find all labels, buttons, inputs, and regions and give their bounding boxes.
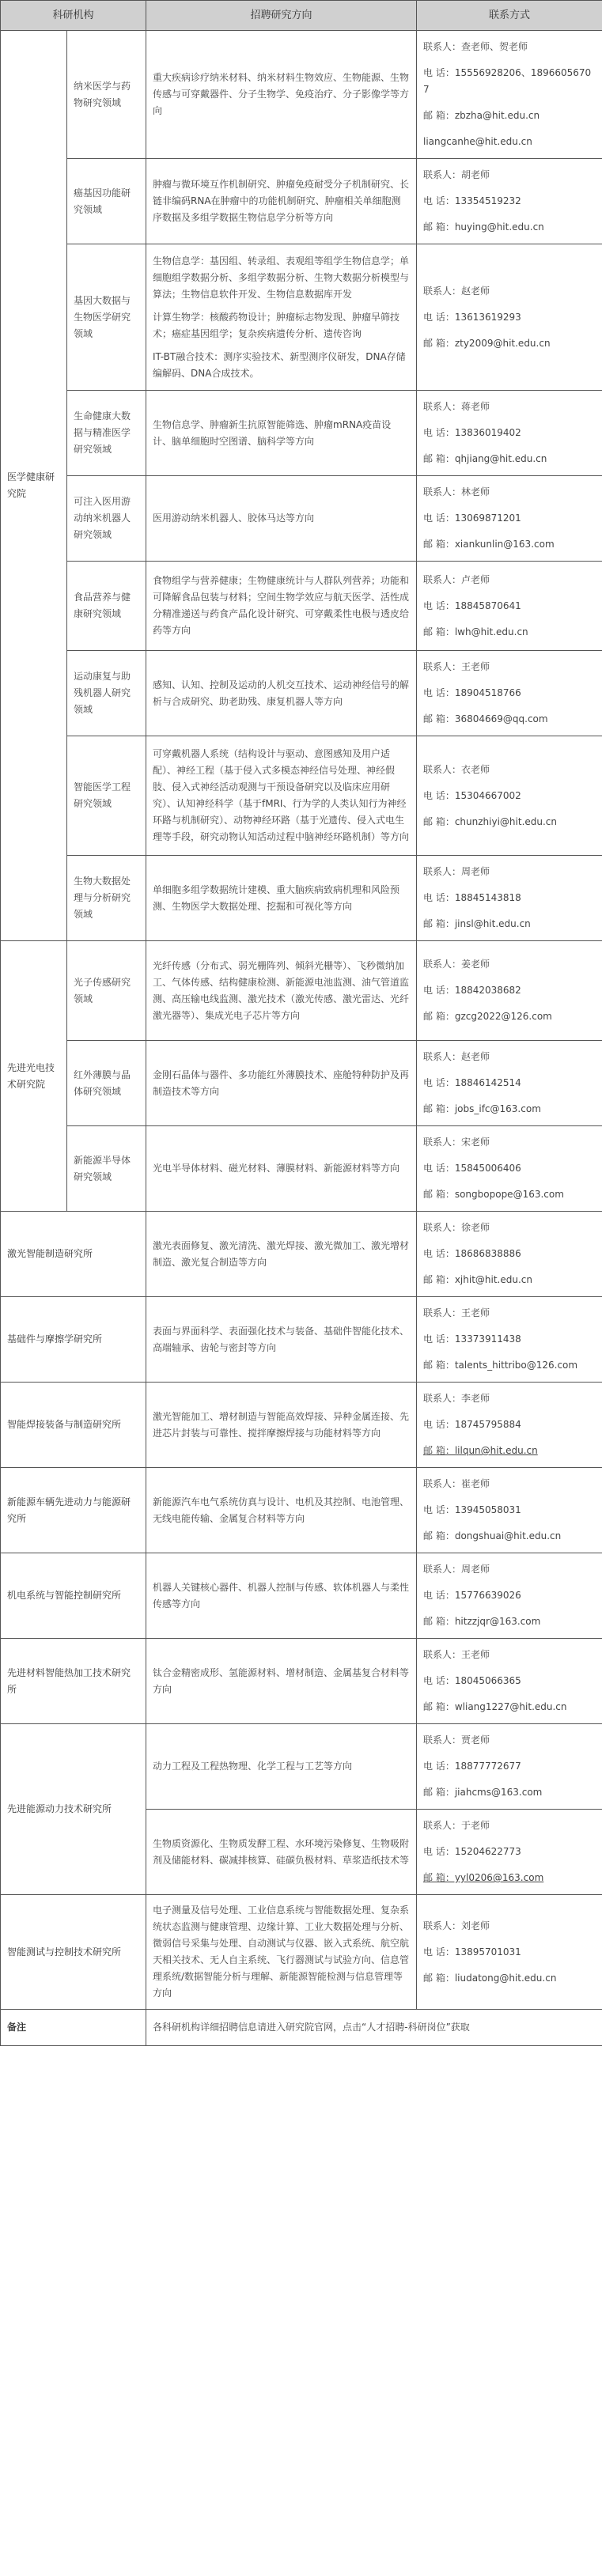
contact-cell — [417, 1383, 602, 1468]
research-direction: 金刚石晶体与器件、多功能红外薄膜技术、座舱特种防护及再制造技术等方向 — [146, 1041, 417, 1126]
table-row — [1, 1468, 602, 1553]
contact-cell — [417, 1297, 602, 1383]
contact-line: 联系人：徐老师 — [423, 1222, 490, 1233]
table-row — [1, 159, 602, 244]
contact-line: 邮 箱：chunzhiyi@hit.edu.cn — [423, 815, 558, 827]
table-row — [1, 1553, 602, 1639]
institute-name: 智能测试与控制技术研究所 — [1, 1895, 146, 2010]
contact-line: 联系人：卢老师 — [423, 573, 490, 585]
table-row — [1, 1895, 602, 2010]
contact-line: 电 话：18745795884 — [423, 1419, 521, 1430]
research-direction: 机器人关键核心器件、机器人控制与传感、软体机器人与柔性传感等方向 — [146, 1553, 417, 1639]
direction-paragraph: IT-BT融合技术：测序实验技术、新型测序仪研发，DNA存储编解码、DNA合成技术。 — [153, 350, 406, 379]
contact-line: 邮 箱：zbzha@hit.edu.cn — [423, 110, 540, 121]
contact-line: 电 话：15845006406 — [423, 1163, 521, 1174]
contact-cell — [417, 1895, 602, 2010]
contact-cell — [417, 476, 602, 562]
contact-line: 电 话：15776639026 — [423, 1590, 521, 1601]
contact-line: 邮 箱：jinsl@hit.edu.cn — [423, 918, 531, 929]
research-direction: 单细胞多组学数据统计建模、重大脑疾病致病机理和风险预测、生物医学大数据处理、挖掘和可视化等方向 — [146, 856, 417, 941]
contact-line: 电 话：18045066365 — [423, 1675, 521, 1686]
table-row — [1, 1383, 602, 1468]
contact-line: 联系人：林老师 — [423, 486, 490, 497]
note-label: 备注 — [1, 2010, 146, 2046]
contact-line: 联系人：贾老师 — [423, 1734, 490, 1746]
contact-line: 邮 箱：lilqun@hit.edu.cn — [423, 1445, 538, 1456]
research-field: 智能医学工程研究领域 — [67, 736, 146, 856]
table-row — [1, 391, 602, 476]
research-field: 红外薄膜与晶体研究领域 — [67, 1041, 146, 1126]
research-direction: 重大疾病诊疗纳米材料、纳米材料生物效应、生物能源、生物传感与可穿戴器件、分子生物学、免疫治疗、分子影像学等方向 — [146, 31, 417, 159]
contact-line: 电 话：18877772677 — [423, 1761, 521, 1772]
research-direction — [146, 244, 417, 391]
research-field: 可注入医用游动纳米机器人研究领域 — [67, 476, 146, 562]
table-row — [1, 1639, 602, 1724]
research-field: 生命健康大数据与精准医学研究领域 — [67, 391, 146, 476]
contact-line: 联系人：蒋老师 — [423, 401, 490, 412]
contact-cell — [417, 1126, 602, 1212]
contact-line: 电 话：18846142514 — [423, 1077, 521, 1088]
contact-line: 电 话：13613619293 — [423, 311, 521, 323]
contact-line: 邮 箱：yyl0206@163.com — [423, 1872, 544, 1883]
institute-name: 医学健康研究院 — [1, 31, 67, 941]
research-direction: 生物信息学、肿瘤新生抗原智能筛选、肿瘤mRNA疫苗设计、脑单细胞时空图谱、脑科学等方向 — [146, 391, 417, 476]
header-institution: 科研机构 — [1, 1, 146, 31]
contact-line: 电 话：13945058031 — [423, 1504, 521, 1515]
contact-line: 联系人：衣老师 — [423, 763, 490, 775]
contact-line: 邮 箱：hitzzjqr@163.com — [423, 1616, 541, 1627]
contact-line: 联系人：王老师 — [423, 1649, 490, 1660]
institute-name: 先进能源动力技术研究所 — [1, 1724, 146, 1895]
contact-cell — [417, 562, 602, 651]
contact-line: 电 话：15204622773 — [423, 1846, 521, 1857]
header-contact: 联系方式 — [417, 1, 602, 31]
contact-line: 电 话：15556928206、18966056707 — [423, 67, 592, 95]
research-field: 运动康复与助残机器人研究领域 — [67, 651, 146, 736]
table-row — [1, 476, 602, 562]
research-direction: 食物组学与营养健康；生物健康统计与人群队列营养；功能和可降解食品包装与材料；空间生物学效应与航天医学、活性成分精准递送与药食产品化设计研究、可穿戴柔性电极与透皮给药等方向 — [146, 562, 417, 651]
contact-cell — [417, 244, 602, 391]
contact-line: 邮 箱：jobs_ifc@163.com — [423, 1103, 541, 1114]
contact-line: 邮 箱：wliang1227@hit.edu.cn — [423, 1701, 567, 1712]
table-row — [1, 1126, 602, 1212]
research-direction: 表面与界面科学、表面强化技术与装备、基础件智能化技术、高端轴承、齿轮与密封等方向 — [146, 1297, 417, 1383]
research-field: 癌基因功能研究领域 — [67, 159, 146, 244]
table-row — [1, 856, 602, 941]
institute-name: 激光智能制造研究所 — [1, 1212, 146, 1297]
contact-line: 电 话：15304667002 — [423, 789, 521, 801]
research-direction: 医用游动纳米机器人、胶体马达等方向 — [146, 476, 417, 562]
contact-line: 邮 箱：lwh@hit.edu.cn — [423, 626, 528, 637]
direction-paragraph: 生物信息学：基因组、转录组、表观组等组学生物信息学；单细胞组学数据分析、多组学数据分析、生物大数据分析模型与算法；生物信息软件开发、生物信息数据库开发 — [153, 255, 410, 300]
contact-line: 邮 箱：songbopope@163.com — [423, 1189, 564, 1200]
contact-line: liangcanhe@hit.edu.cn — [423, 136, 532, 147]
note-text: 各科研机构详细招聘信息请进入研究院官网，点击“人才招聘-科研岗位”获取 — [146, 2010, 602, 2046]
table-row — [1, 1212, 602, 1297]
institute-name: 智能焊接装备与制造研究所 — [1, 1383, 146, 1468]
contact-line: 邮 箱：jiahcms@163.com — [423, 1787, 543, 1798]
table-row — [1, 1724, 602, 1810]
contact-cell — [417, 1041, 602, 1126]
contact-line: 邮 箱：xiankunlin@163.com — [423, 539, 555, 550]
contact-line: 联系人：刘老师 — [423, 1920, 490, 1931]
contact-line: 邮 箱：xjhit@hit.edu.cn — [423, 1274, 532, 1285]
research-field: 新能源半导体研究领域 — [67, 1126, 146, 1212]
contact-line: 电 话：18904518766 — [423, 687, 521, 698]
institute-name: 先进光电技术研究院 — [1, 941, 67, 1212]
contact-cell — [417, 856, 602, 941]
contact-line: 电 话：13895701031 — [423, 1946, 521, 1958]
research-direction: 光纤传感（分布式、弱光栅阵列、倾斜光栅等）、飞秒微纳加工、气体传感、结构健康检测、新能源电池监测、油气管道监测、高压输电线监测、激光技术（激光传感、激光雷达、光纤激光器等）、集成光电子芯片等方向 — [146, 941, 417, 1041]
contact-cell — [417, 1724, 602, 1810]
contact-line: 联系人：王老师 — [423, 661, 490, 672]
contact-cell — [417, 1468, 602, 1553]
research-direction: 感知、认知、控制及运动的人机交互技术、运动神经信号的解析与合成研究、助老助残、康复机器人等方向 — [146, 651, 417, 736]
table-body — [1, 31, 602, 2046]
contact-line: 邮 箱：liudatong@hit.edu.cn — [423, 1972, 557, 1984]
research-field: 纳米医学与药物研究领域 — [67, 31, 146, 159]
research-direction: 肿瘤与微环境互作机制研究、肿瘤免疫耐受分子机制研究、长链非编码RNA在肿瘤中的功能机制研究、肿瘤相关单细胞测序数据及多组学数据生物信息学分析等方向 — [146, 159, 417, 244]
contact-line: 联系人：王老师 — [423, 1307, 490, 1318]
table-row — [1, 651, 602, 736]
contact-cell — [417, 391, 602, 476]
contact-line: 电 话：13354519232 — [423, 195, 521, 206]
research-field: 基因大数据与生物医学研究领域 — [67, 244, 146, 391]
note-row — [1, 2010, 602, 2046]
contact-cell — [417, 159, 602, 244]
contact-line: 联系人：崔老师 — [423, 1478, 490, 1489]
institute-name: 基础件与摩擦学研究所 — [1, 1297, 146, 1383]
contact-line: 邮 箱：qhjiang@hit.edu.cn — [423, 453, 547, 464]
contact-line: 联系人：周老师 — [423, 1564, 490, 1575]
research-field: 食品营养与健康研究领域 — [67, 562, 146, 651]
table-row — [1, 1297, 602, 1383]
research-direction: 动力工程及工程热物理、化学工程与工艺等方向 — [146, 1724, 417, 1810]
contact-line: 电 话：13836019402 — [423, 427, 521, 438]
contact-line: 联系人：于老师 — [423, 1820, 490, 1831]
research-direction: 钛合金精密成形、氢能源材料、增材制造、金属基复合材料等方向 — [146, 1639, 417, 1724]
research-direction: 生物质资源化、生物质发酵工程、水环境污染修复、生物吸附剂及储能材料、碳减排核算、硅碳负极材料、草浆造纸技术等 — [146, 1810, 417, 1895]
research-field: 生物大数据处理与分析研究领域 — [67, 856, 146, 941]
contact-line: 联系人：周老师 — [423, 866, 490, 877]
contact-line: 联系人：赵老师 — [423, 285, 490, 297]
contact-cell — [417, 941, 602, 1041]
contact-line: 联系人：宋老师 — [423, 1137, 490, 1148]
institute-name: 新能源车辆先进动力与能源研究所 — [1, 1468, 146, 1553]
contact-cell — [417, 31, 602, 159]
contact-line: 电 话：18842038682 — [423, 985, 521, 996]
contact-line: 联系人：查老师、贺老师 — [423, 41, 528, 52]
research-direction: 新能源汽车电气系统仿真与设计、电机及其控制、电池管理、无线电能传输、金属复合材料等方向 — [146, 1468, 417, 1553]
research-direction: 激光智能加工、增材制造与智能高效焊接、异种金属连接、先进芯片封装与可靠性、搅拌摩擦焊接与功能材料等方向 — [146, 1383, 417, 1468]
table-row — [1, 244, 602, 391]
research-direction: 激光表面修复、激光清洗、激光焊接、激光微加工、激光增材制造、激光复合制造等方向 — [146, 1212, 417, 1297]
institute-name: 先进材料智能热加工技术研究所 — [1, 1639, 146, 1724]
contact-line: 电 话：13373911438 — [423, 1333, 521, 1345]
research-direction: 电子测量及信号处理、工业信息系统与智能数据处理、复杂系统状态监测与健康管理、边缘计算、工业大数据处理与分析、微弱信号采集与处理、自动测试与仪器、嵌入式系统、航空航天相关技术、无人自主系统、飞行器测试与试验方向、信息管理系统/数据智能分析与理解、新能源智能检测与信息管理等方向 — [146, 1895, 417, 2010]
contact-line: 邮 箱：gzcg2022@126.com — [423, 1011, 552, 1022]
contact-cell — [417, 1212, 602, 1297]
contact-line: 联系人：李老师 — [423, 1393, 490, 1404]
contact-line: 电 话：18686838886 — [423, 1248, 521, 1259]
contact-line: 邮 箱：36804669@qq.com — [423, 713, 548, 724]
table-row — [1, 562, 602, 651]
contact-line: 邮 箱：huying@hit.edu.cn — [423, 221, 544, 233]
contact-line: 电 话：18845143818 — [423, 892, 521, 903]
header-direction: 招聘研究方向 — [146, 1, 417, 31]
contact-line: 联系人：姜老师 — [423, 959, 490, 970]
table-row — [1, 31, 602, 159]
contact-line: 邮 箱：zty2009@hit.edu.cn — [423, 337, 551, 349]
table-row — [1, 736, 602, 856]
contact-cell — [417, 651, 602, 736]
research-field: 光子传感研究领域 — [67, 941, 146, 1041]
direction-paragraph: 计算生物学：核酸药物设计；肿瘤标志物发现、肿瘤早筛技术；癌症基因组学；复杂疾病遗传分析、遗传咨询 — [153, 311, 400, 339]
contact-line: 电 话：18845870641 — [423, 600, 521, 611]
contact-line: 联系人：赵老师 — [423, 1051, 490, 1062]
research-direction: 光电半导体材料、磁光材料、薄膜材料、新能源材料等方向 — [146, 1126, 417, 1212]
contact-cell — [417, 1639, 602, 1724]
contact-line: 邮 箱：talents_hittribo@126.com — [423, 1360, 578, 1371]
table-row — [1, 941, 602, 1041]
contact-cell — [417, 1810, 602, 1895]
table-row — [1, 1041, 602, 1126]
research-direction: 可穿戴机器人系统（结构设计与驱动、意图感知及用户适配）、神经工程（基于侵入式多模态神经信号处理、神经假肢、侵入式神经活动观测与干预设备研究以及临床应用研究）、认知神经科学（基于fMRI、行为学的人类认知行为神经环路与机制研究）、动物神经环路（基于光遗传、侵入式电生理等手段，研究动物认知活动过程中脑神经环路机制）等方向 — [146, 736, 417, 856]
contact-cell — [417, 736, 602, 856]
contact-line: 电 话：13069871201 — [423, 513, 521, 524]
contact-line: 联系人：胡老师 — [423, 169, 490, 180]
contact-cell — [417, 1553, 602, 1639]
contact-line: 邮 箱：dongshuai@hit.edu.cn — [423, 1530, 562, 1541]
institute-name: 机电系统与智能控制研究所 — [1, 1553, 146, 1639]
table-header-row — [1, 1, 602, 31]
